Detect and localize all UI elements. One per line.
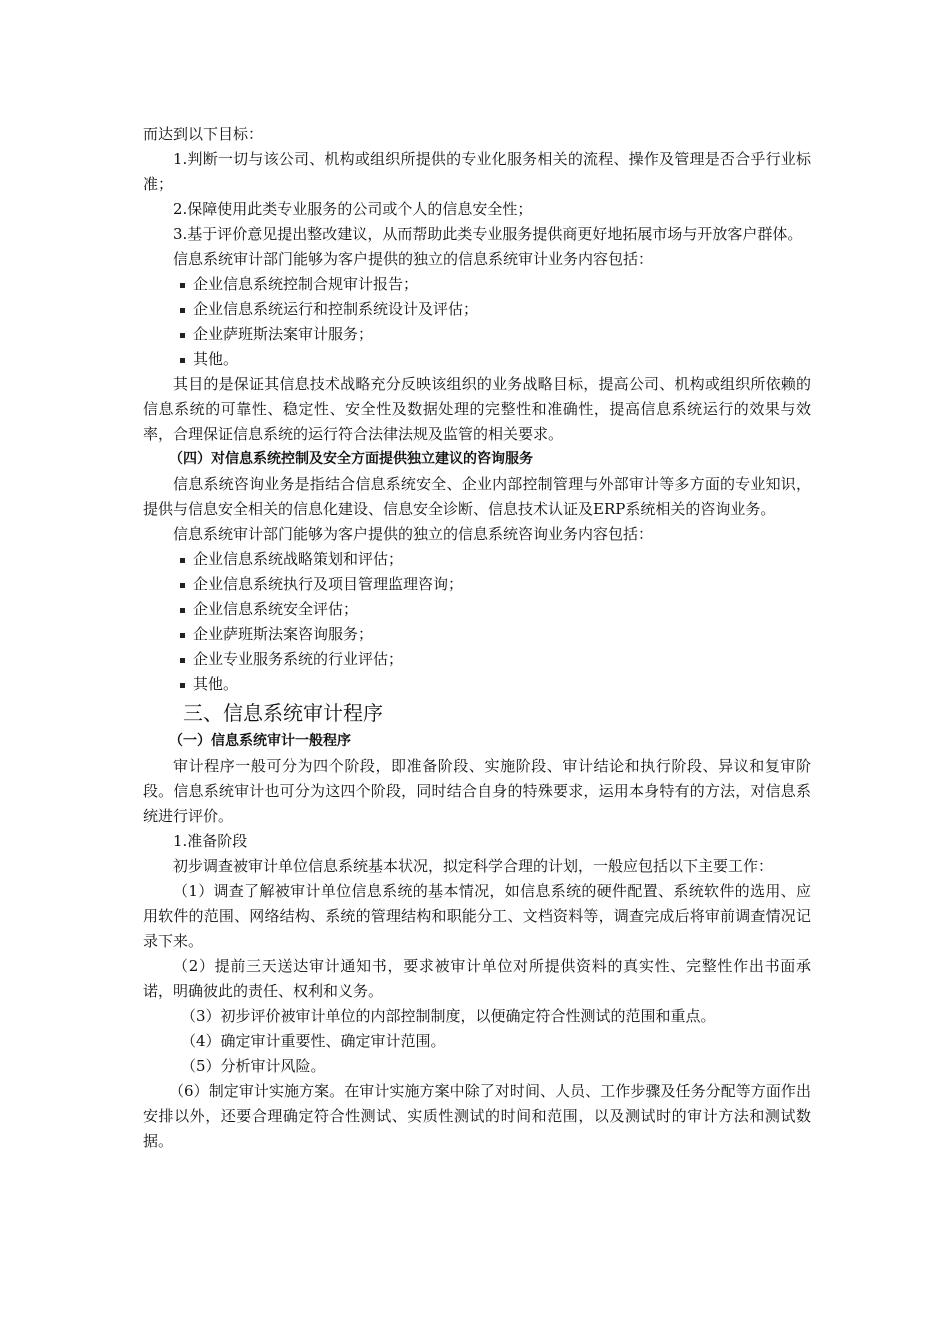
paragraph: 信息系统审计部门能够为客户提供的独立的信息系统审计业务内容包括：: [173, 250, 654, 268]
list-item: 企业信息系统安全评估；: [143, 597, 811, 622]
paragraph: 审计程序一般可分为四个阶段，即准备阶段、实施阶段、审计结论和执行阶段、异议和复审阶段。信息系统审计也可分为这四个阶段，同时结合自身的特殊要求，运用本身特有的方法，对信息系统进行评价。: [143, 757, 811, 825]
paragraph: 其目的是保证其信息技术战略充分反映该组织的业务战略目标，提高公司、机构或组织所依赖的信息系统的可靠性、稳定性、安全性及数据处理的完整性和准确性，提高信息系统运行的效果与效率，合理保证信息系统的运行符合法律法规及监管的相关要求。: [143, 375, 811, 443]
paragraph: （5）分析审计风险。: [181, 1057, 326, 1075]
paragraph: 信息系统审计部门能够为客户提供的独立的信息系统咨询业务内容包括：: [173, 525, 654, 543]
consulting-service-list: [143, 547, 811, 697]
paragraph: 1.准备阶段: [173, 832, 248, 850]
list-item: 企业信息系统执行及项目管理监理咨询；: [143, 572, 811, 597]
list-item: 其他。: [143, 347, 811, 372]
list-item: 企业信息系统控制合规审计报告；: [143, 272, 811, 297]
document-body: [143, 122, 811, 1154]
paragraph: 3.基于评价意见提出整改建议，从而帮助此类专业服务提供商更好地拓展市场与开放客户群体。: [173, 225, 803, 243]
section-heading: （四）对信息系统控制及安全方面提供独立建议的咨询服务: [169, 451, 533, 467]
list-item: 企业专业服务系统的行业评估；: [143, 647, 811, 672]
list-item: 企业萨班斯法案审计服务；: [143, 322, 811, 347]
list-item: 其他。: [143, 672, 811, 697]
chapter-heading: 三、信息系统审计程序: [183, 701, 383, 725]
audit-service-list: [143, 272, 811, 372]
paragraph: 2.保障使用此类专业服务的公司或个人的信息安全性；: [173, 200, 533, 218]
paragraph: （3）初步评价被审计单位的内部控制制度，以便确定符合性测试的范围和重点。: [181, 1007, 716, 1025]
paragraph: （6）制定审计实施方案。在审计实施方案中除了对时间、人员、工作步骤及任务分配等方面作出安排以外，还要合理确定符合性测试、实质性测试的时间和范围，以及测试时的审计方法和测试数据。: [143, 1082, 811, 1150]
list-item: 企业萨班斯法案咨询服务；: [143, 622, 811, 647]
paragraph: 1.判断一切与该公司、机构或组织所提供的专业化服务相关的流程、操作及管理是否合乎行业标准；: [143, 150, 811, 193]
list-item: 企业信息系统运行和控制系统设计及评估；: [143, 297, 811, 322]
paragraph: 而达到以下目标：: [143, 125, 264, 143]
paragraph: 初步调查被审计单位信息系统基本状况，拟定科学合理的计划，一般应包括以下主要工作：: [173, 857, 774, 875]
list-item: 企业信息系统战略策划和评估；: [143, 547, 811, 572]
paragraph: （1）调查了解被审计单位信息系统的基本情况，如信息系统的硬件配置、系统软件的选用、应用软件的范围、网络结构、系统的管理结构和职能分工、文档资料等，调查完成后将审前调查情况记录下来。: [143, 882, 811, 950]
paragraph: （4）确定审计重要性、确定审计范围。: [181, 1032, 446, 1050]
paragraph: （2）提前三天送达审计通知书，要求被审计单位对所提供资料的真实性、完整性作出书面承诺，明确彼此的责任、权利和义务。: [143, 957, 811, 1000]
paragraph: 信息系统咨询业务是指结合信息系统安全、企业内部控制管理与外部审计等多方面的专业知识，提供与信息安全相关的信息化建设、信息安全诊断、信息技术认证及ERP系统相关的咨询业务。: [143, 475, 811, 518]
section-heading: （一）信息系统审计一般程序: [169, 733, 351, 749]
